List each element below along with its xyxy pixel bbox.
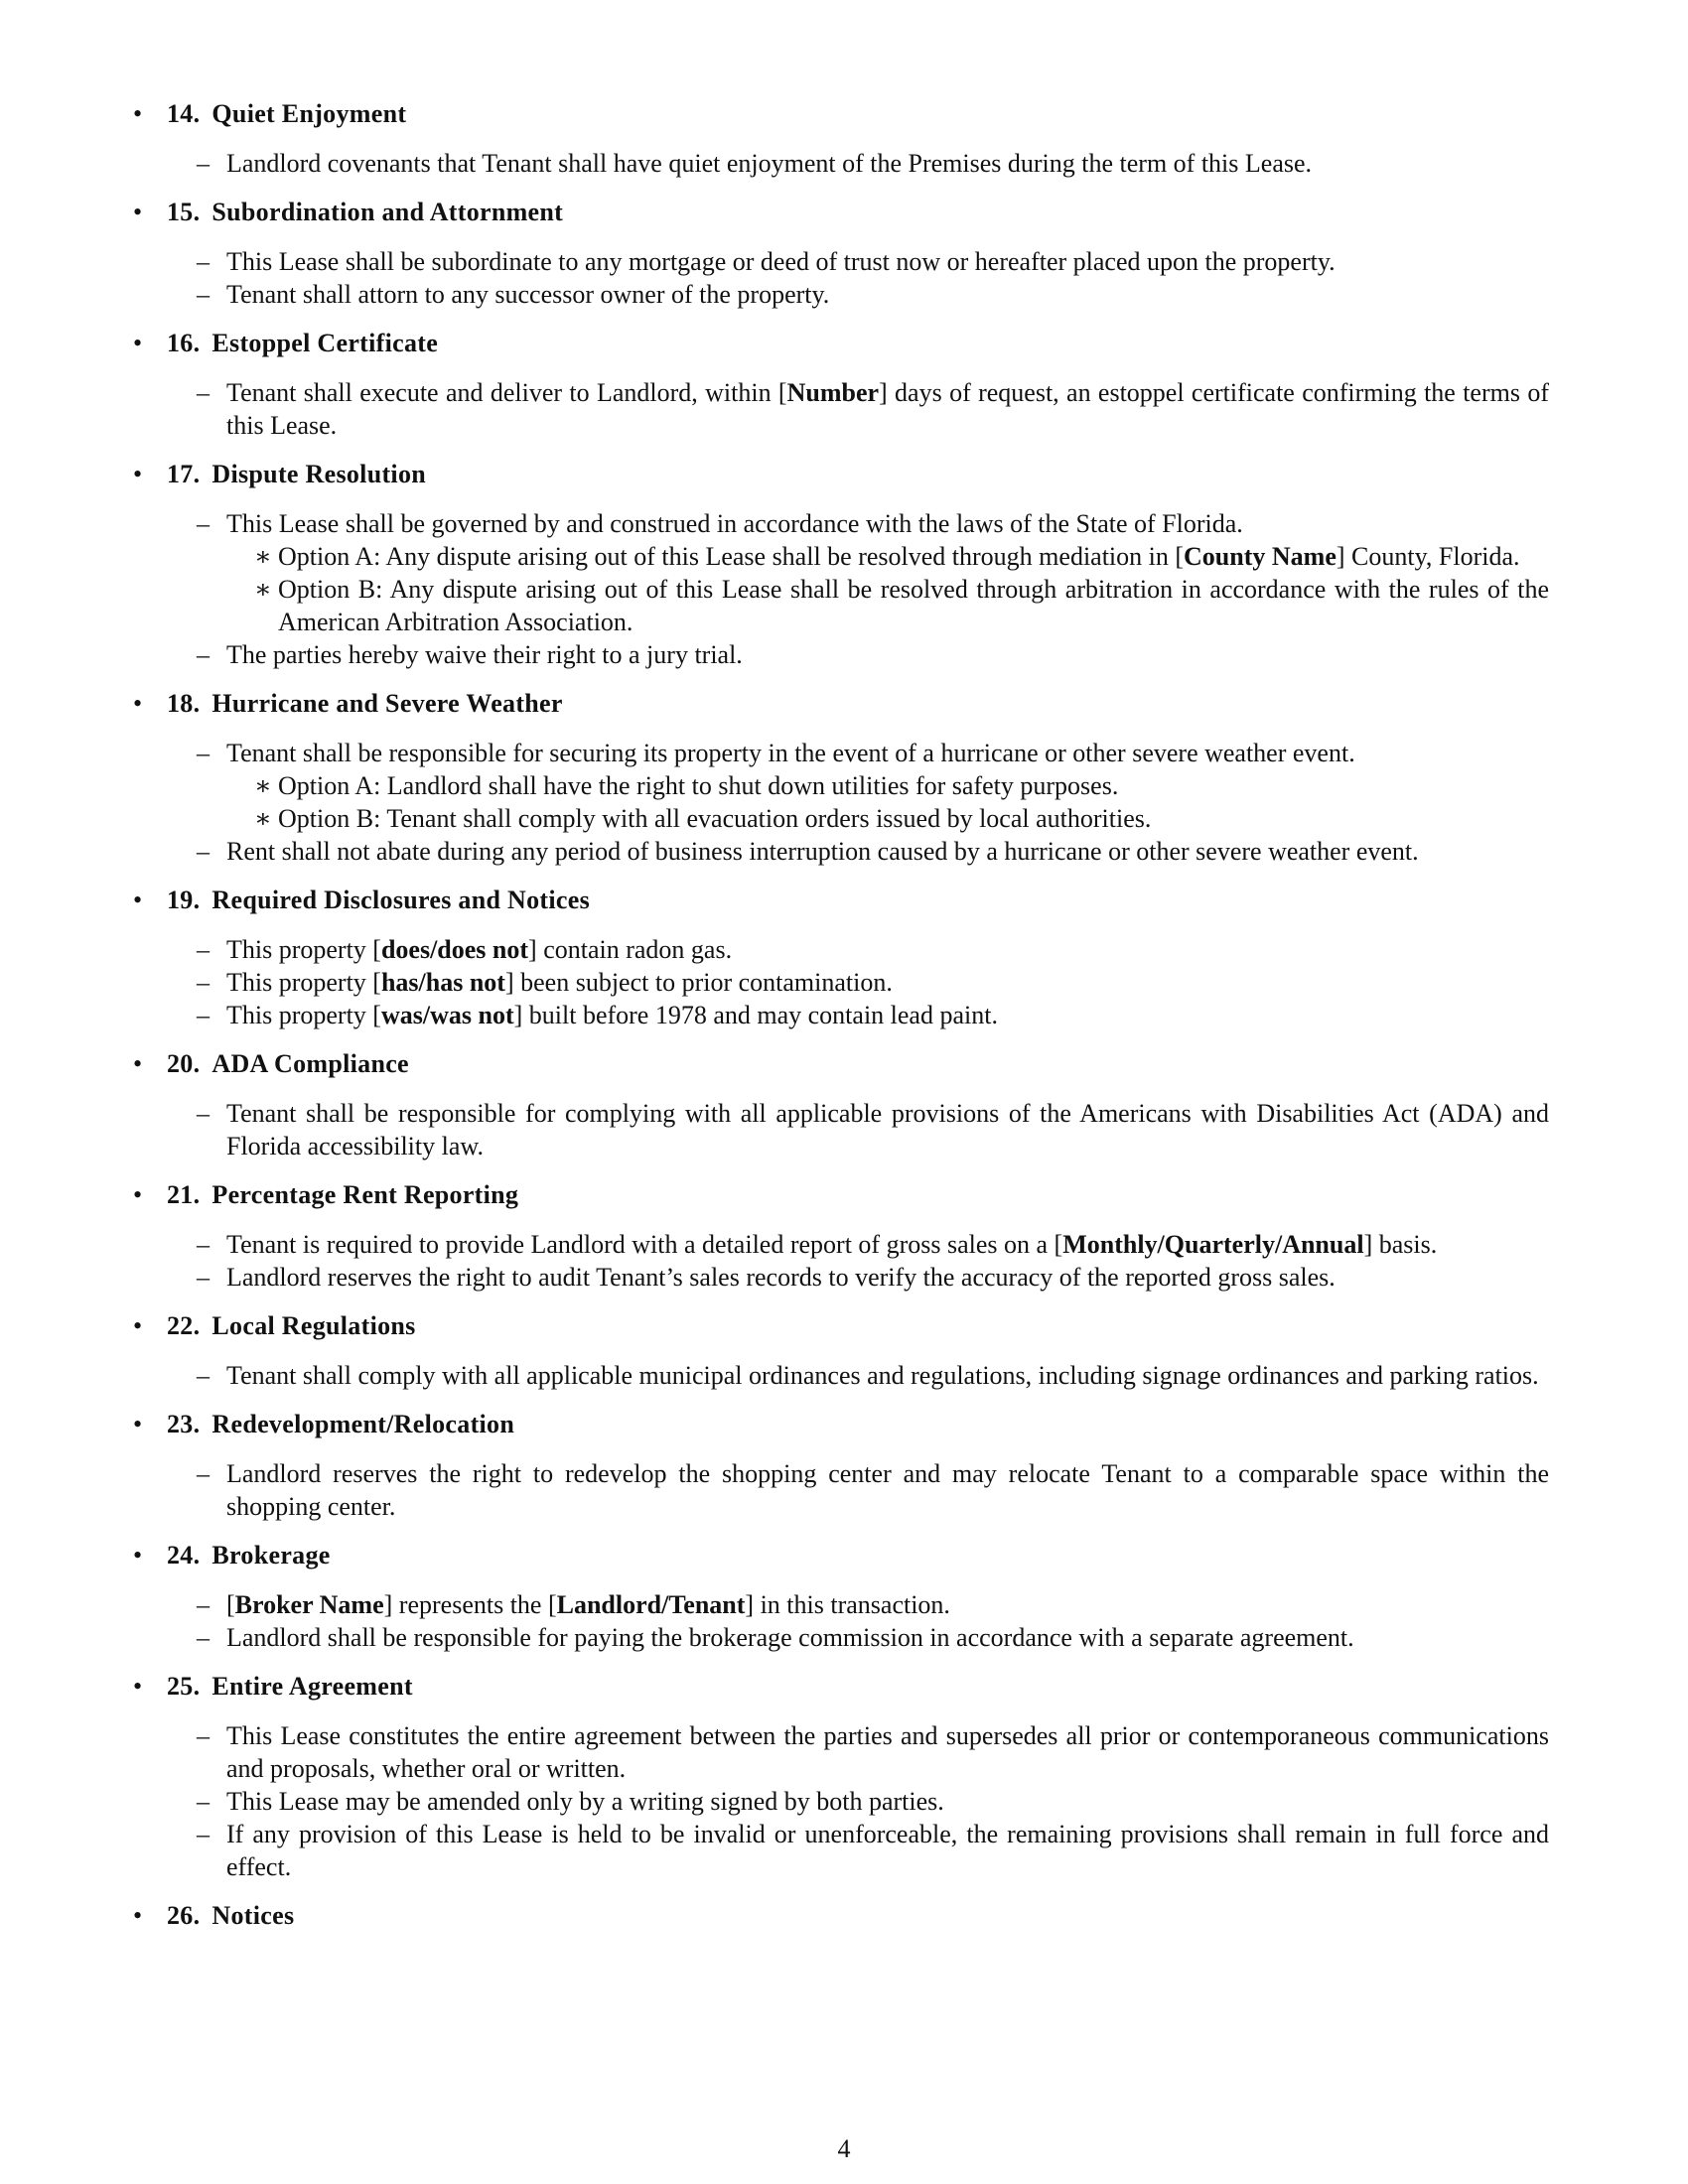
section-title: Estoppel Certificate [211,329,439,357]
clause-item [167,835,1583,868]
text-segment: This property [ [226,935,381,964]
text-segment: Tenant shall execute and deliver to Landlord, within [ [226,378,787,407]
section-heading [167,458,1583,490]
text-segment: Rent shall not abate during any period of business interruption caused by a hurricane or other severe weather event. [226,837,1419,866]
clause-item [167,1228,1583,1261]
section-heading [167,884,1583,916]
clause-item [167,1097,1583,1162]
page-number: 4 [837,2134,851,2163]
section-title: Quiet Enjoyment [211,99,407,128]
lease-section [133,327,1583,442]
section-heading [167,1047,1583,1080]
text-segment: Option A: Landlord shall have the right to shut down utilities for safety purposes. [278,771,1119,800]
text-segment: ] been subject to prior contamination. [504,968,893,997]
text-segment: Landlord reserves the right to redevelop the shopping center and may relocate Tenant to a comparable space within the shopping center. [226,1459,1549,1521]
text-segment: Option A: Any dispute arising out of this Lease shall be resolved through mediation in [ [278,542,1185,571]
placeholder-field: Number [786,378,880,407]
section-title: Brokerage [211,1541,331,1570]
section-number: 15. [167,198,201,226]
lease-section [133,884,1583,1031]
text-segment: ] represents the [ [383,1590,557,1619]
section-heading [167,1899,1583,1932]
lease-document-body [133,97,1583,1949]
lease-section [133,1670,1583,1883]
section-number: 25. [167,1672,201,1701]
clause-item [167,376,1583,442]
section-number: 22. [167,1311,201,1340]
lease-section [133,97,1583,180]
clause-item [167,278,1583,311]
lease-section [133,1899,1583,1932]
text-segment: Landlord shall be responsible for paying the brokerage commission in accordance with a separate agreement. [226,1623,1354,1652]
sub-option-item [226,573,1549,638]
text-segment: This Lease may be amended only by a writing signed by both parties. [226,1787,944,1816]
sub-option-item [226,540,1549,573]
section-number: 19. [167,886,201,914]
text-segment: ] days of request, an estoppel certificate confirming the terms of this Lease. [226,378,1549,440]
section-title: Dispute Resolution [211,460,427,488]
text-segment: [ [226,1590,235,1619]
text-segment: Tenant shall be responsible for complying with all applicable provisions of the Americans with Disabilities Act (ADA) and Florida accessibility law. [226,1099,1549,1160]
text-segment: Option B: Tenant shall comply with all evacuation orders issued by local authorities. [278,804,1152,833]
section-heading [167,196,1583,228]
section-number: 17. [167,460,201,488]
placeholder-field: has/has not [380,968,505,997]
section-title: Redevelopment/Relocation [211,1410,515,1438]
section-number: 14. [167,99,201,128]
section-title: ADA Compliance [211,1049,409,1078]
lease-section [133,1408,1583,1523]
clause-item [167,638,1583,671]
section-heading [167,97,1583,130]
text-segment: ] County, Florida. [1336,542,1520,571]
placeholder-field: Monthly/Quarterly/Annual [1062,1230,1364,1259]
clause-item [167,1588,1583,1621]
sub-option-wrapper [167,802,1583,835]
clause-item [167,1457,1583,1523]
section-heading [167,1539,1583,1571]
text-segment: If any provision of this Lease is held to be invalid or unenforceable, the remaining provisions shall remain in full force and effect. [226,1820,1549,1881]
sub-option-wrapper [167,769,1583,802]
section-title: Subordination and Attornment [211,198,564,226]
section-heading [167,1670,1583,1703]
text-segment: ] in this transaction. [745,1590,950,1619]
section-heading [167,1178,1583,1211]
section-number: 26. [167,1901,201,1930]
section-title: Required Disclosures and Notices [211,886,591,914]
section-title: Local Regulations [211,1311,416,1340]
clause-item [167,933,1583,966]
clause-item [167,147,1583,180]
clause-item [167,1785,1583,1818]
text-segment: Option B: Any dispute arising out of this Lease shall be resolved through arbitration in accordance with the rules of the American Arbitration Association. [278,575,1549,636]
section-heading [167,327,1583,359]
clause-item [167,999,1583,1031]
placeholder-field: was/was not [380,1001,514,1029]
section-heading [167,687,1583,720]
text-segment: ] basis. [1363,1230,1438,1259]
section-number: 21. [167,1180,201,1209]
sub-option-item [226,802,1549,835]
lease-section [133,458,1583,671]
lease-section [133,687,1583,868]
text-segment: Tenant shall be responsible for securing its property in the event of a hurricane or other severe weather event. [226,739,1355,767]
text-segment: ] contain radon gas. [528,935,733,964]
text-segment: Tenant shall attorn to any successor owner of the property. [226,280,830,309]
clause-item [167,1818,1583,1883]
section-heading [167,1309,1583,1342]
section-number: 18. [167,689,201,718]
placeholder-field: does/does not [380,935,529,964]
section-title: Notices [211,1901,295,1930]
lease-section [133,1539,1583,1654]
section-title: Hurricane and Severe Weather [211,689,563,718]
lease-section [133,1309,1583,1392]
text-segment: Tenant is required to provide Landlord with a detailed report of gross sales on a [ [226,1230,1063,1259]
placeholder-field: Broker Name [234,1590,384,1619]
sub-option-wrapper [167,540,1583,573]
sub-option-wrapper [167,573,1583,638]
text-segment: This Lease constitutes the entire agreement between the parties and supersedes all prior or contemporaneous communications and proposals, whether oral or written. [226,1721,1549,1783]
text-segment: This property [ [226,968,381,997]
sub-option-item [226,769,1549,802]
section-number: 24. [167,1541,201,1570]
section-number: 20. [167,1049,201,1078]
clause-item [167,966,1583,999]
placeholder-field: Landlord/Tenant [556,1590,746,1619]
section-heading [167,1408,1583,1440]
text-segment: ] built before 1978 and may contain lead paint. [513,1001,998,1029]
section-number: 23. [167,1410,201,1438]
clause-item [167,507,1583,540]
text-segment: This Lease shall be subordinate to any mortgage or deed of trust now or hereafter placed upon the property. [226,247,1336,276]
text-segment: This property [ [226,1001,381,1029]
placeholder-field: County Name [1184,542,1336,571]
lease-section [133,1047,1583,1162]
clause-item [167,1261,1583,1294]
text-segment: Landlord reserves the right to audit Tenant’s sales records to verify the accuracy of the reported gross sales. [226,1263,1336,1292]
lease-section [133,196,1583,311]
clause-item [167,1621,1583,1654]
clause-item [167,737,1583,769]
clause-item [167,1719,1583,1785]
section-title: Percentage Rent Reporting [211,1180,519,1209]
text-segment: This Lease shall be governed by and construed in accordance with the laws of the State of Florida. [226,509,1243,538]
text-segment: Tenant shall comply with all applicable municipal ordinances and regulations, including signage ordinances and parking ratios. [226,1361,1539,1390]
section-number: 16. [167,329,201,357]
lease-section [133,1178,1583,1294]
text-segment: The parties hereby waive their right to a jury trial. [226,640,743,669]
text-segment: Landlord covenants that Tenant shall have quiet enjoyment of the Premises during the term of this Lease. [226,149,1313,178]
clause-item [167,1359,1583,1392]
clause-item [167,245,1583,278]
section-title: Entire Agreement [211,1672,413,1701]
